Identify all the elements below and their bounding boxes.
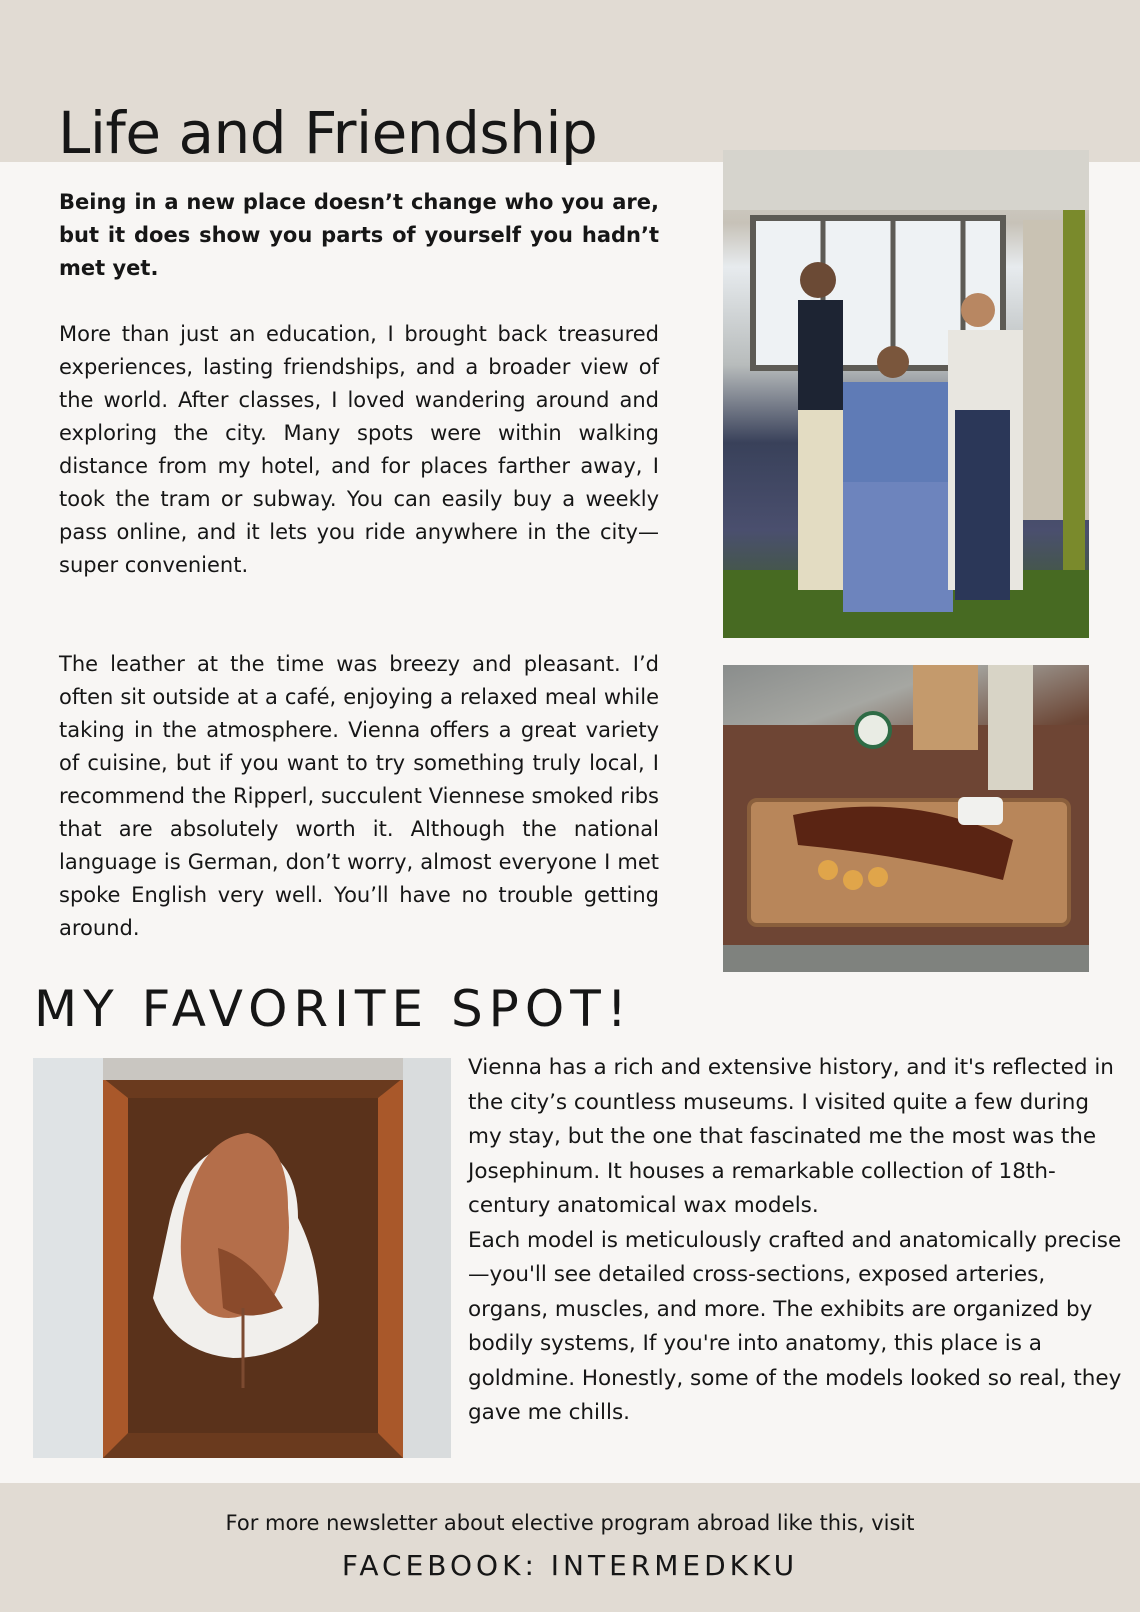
ripperl-ribs-photo xyxy=(723,665,1089,972)
favorite-spot-paragraph-2: Each model is meticulously crafted and anatomically precise—you'll see detailed cross-sections, exposed arteries, organs, muscles, and more. The exhibits are organized by bodily systems, If you're into anatomy, this place is a goldmine. Honestly, some of the models looked so real, they gave me chills. xyxy=(468,1227,1122,1425)
favorite-spot-heading: MY FAVORITE SPOT! xyxy=(34,980,633,1038)
favorite-spot-text xyxy=(468,1051,1128,1431)
page-title: Life and Friendship xyxy=(58,99,598,167)
friends-group-illustration xyxy=(723,150,1089,638)
body-paragraph-1: More than just an education, I brought back treasured experiences, lasting friendships, and a broader view of the world. After classes, I loved wandering around and exploring the city. Many spots were within walking distance from my hotel, and for places farther away, I took the tram or subway. You can easily buy a weekly pass online, and it lets you ride anywhere in the city—super convenient. xyxy=(59,322,659,577)
body-paragraph-2: The leather at the time was breezy and pleasant. I’d often sit outside at a café, enjoying a relaxed meal while taking in the atmosphere. Vienna offers a great variety of cuisine, but if you want to try something truly local, I recommend the Ripperl, succulent Viennese smoked ribs that are absolutely worth it. Although the national language is German, don’t worry, almost everyone I met spoke English very well. You’ll have no trouble getting around. xyxy=(59,652,659,940)
friends-group-photo xyxy=(723,150,1089,638)
wax-model-illustration xyxy=(33,1058,451,1458)
favorite-spot-paragraph-1: Vienna has a rich and extensive history, and it's reflected in the city’s countless museums. I visited quite a few during my stay, but the one that fascinated me the most was the Josephinum. It houses a remarkable collection of 18th-century anatomical wax models. xyxy=(468,1055,1114,1218)
facebook-link[interactable]: FACEBOOK: INTERMEDKKU xyxy=(341,1549,799,1582)
ribs-illustration xyxy=(723,665,1089,972)
lead-paragraph: Being in a new place doesn’t change who you are, but it does show you parts of yourself you hadn’t met yet. xyxy=(59,190,659,280)
footer-text: For more newsletter about elective program abroad like this, visit xyxy=(225,1511,915,1535)
wax-model-photo xyxy=(33,1058,451,1458)
